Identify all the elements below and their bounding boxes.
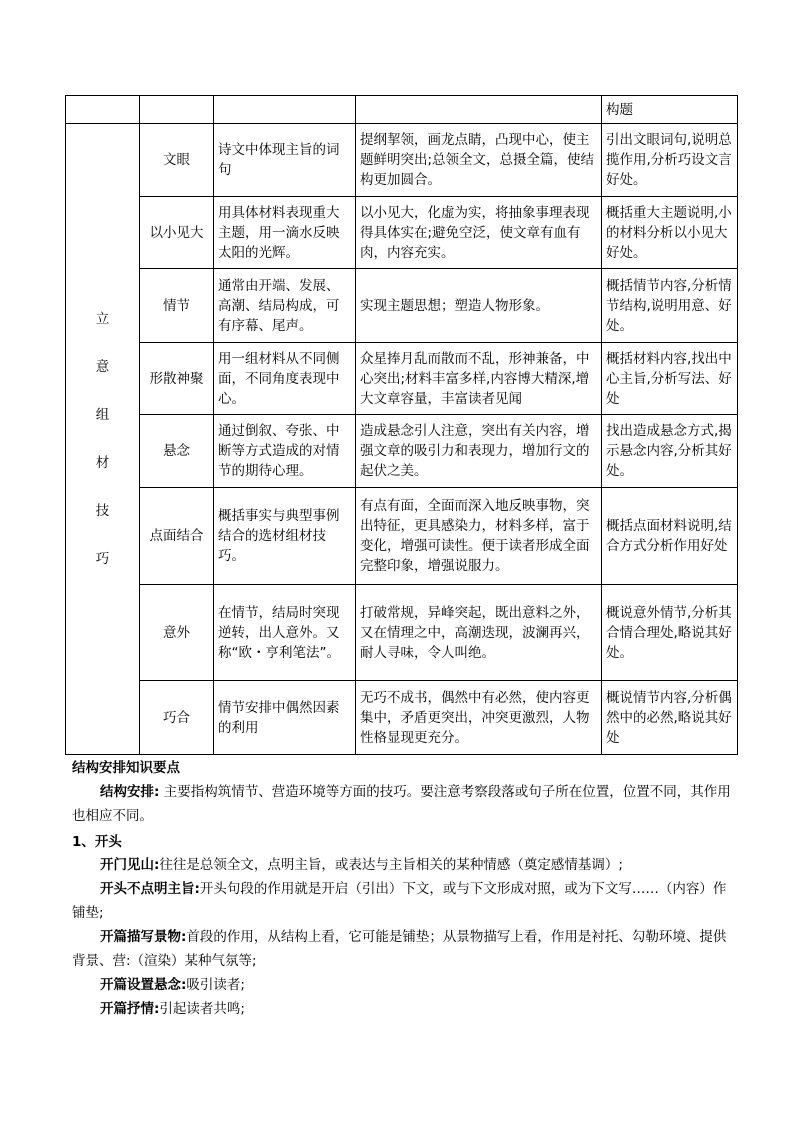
item-text: 首段的作用，从结构上看，它可能是铺垫；从景物描写上看，作用是衬托、勾勒环境、提供背景、营:（渲染）某种气氛等; bbox=[72, 929, 727, 969]
technique-name: 形散神聚 bbox=[140, 343, 214, 415]
technique-name: 巧合 bbox=[140, 681, 214, 755]
technique-effect: 实现主题思想；塑造人物形象。 bbox=[356, 269, 602, 343]
list-item bbox=[72, 853, 732, 877]
section-title: 结构安排知识要点 bbox=[72, 760, 180, 776]
technique-method: 概说意外情节,分析其合情合理处,略说其好处。 bbox=[602, 585, 738, 681]
list-item bbox=[72, 973, 732, 997]
table-row bbox=[66, 343, 738, 415]
technique-name: 情节 bbox=[140, 269, 214, 343]
technique-name: 点面结合 bbox=[140, 488, 214, 585]
technique-effect: 提纲挈领，画龙点睛，凸现中心，使主题鲜明突出;总领全文，总摄全篇，使结构更加圆合。 bbox=[356, 124, 602, 197]
item-label: 开篇抒情: bbox=[100, 1001, 160, 1017]
technique-method: 概括材料内容,找出中心主旨,分析写法、好处 bbox=[602, 343, 738, 415]
table-row bbox=[66, 197, 738, 269]
list-item bbox=[72, 877, 732, 925]
technique-name: 意外 bbox=[140, 585, 214, 681]
item-label: 开门见山: bbox=[100, 857, 160, 873]
technique-definition: 情节安排中偶然因素的利用 bbox=[214, 681, 356, 755]
technique-method: 概括情节内容,分析情节结构,说明用意、好处。 bbox=[602, 269, 738, 343]
sub-heading: 1、开头 bbox=[72, 834, 122, 850]
table-header-row bbox=[66, 96, 738, 124]
technique-method: 概说情节内容,分析偶然中的必然,略说其好处 bbox=[602, 681, 738, 755]
technique-method: 引出文眼词句,说明总揽作用,分析巧设文言好处。 bbox=[602, 124, 738, 197]
technique-definition: 用具体材料表现重大主题，用一滴水反映太阳的光辉。 bbox=[214, 197, 356, 269]
group-label-char: 巧 bbox=[95, 551, 110, 567]
technique-name: 以小见大 bbox=[140, 197, 214, 269]
technique-definition: 用一组材料从不同侧面，不同角度表现中心。 bbox=[214, 343, 356, 415]
intro-paragraph bbox=[72, 780, 732, 828]
rhetoric-techniques-table bbox=[65, 95, 738, 755]
table-row bbox=[66, 681, 738, 755]
item-text: 往往是总领全文，点明主旨，或表达与主旨相关的某种情感（奠定感情基调）; bbox=[159, 857, 623, 873]
group-label-char: 材 bbox=[95, 455, 110, 471]
technique-definition: 通常由开端、发展、高潮、结局构成，可有序幕、尾声。 bbox=[214, 269, 356, 343]
group-label-char: 组 bbox=[95, 407, 110, 423]
item-text: 吸引读者; bbox=[186, 977, 245, 993]
technique-effect: 造成悬念引人注意，突出有关内容，增强文章的吸引力和表现力，增加行文的起伏之美。 bbox=[356, 415, 602, 488]
group-label-cell bbox=[66, 124, 140, 755]
technique-effect: 有点有面，全面而深入地反映事物，突出特征，更具感染力，材料多样，富于变化，增强可读性。便于读者形成全面完整印象，增强说服力。 bbox=[356, 488, 602, 585]
table-row bbox=[66, 415, 738, 488]
technique-name: 悬念 bbox=[140, 415, 214, 488]
intro-label: 结构安排: bbox=[100, 784, 160, 800]
technique-method: 概括点面材料说明,结合方式分析作用好处 bbox=[602, 488, 738, 585]
group-label-char: 技 bbox=[95, 503, 110, 519]
technique-effect: 众星捧月乱而散而不乱，形神兼备，中心突出;材料丰富多样,内容博大精深,增大文章容量，丰富读者见闻 bbox=[356, 343, 602, 415]
technique-definition: 通过倒叙、夸张、中断等方式造成的对情节的期待心理。 bbox=[214, 415, 356, 488]
item-label: 开篇描写景物: bbox=[100, 929, 187, 945]
header-cell-topic: 构题 bbox=[602, 96, 738, 124]
group-label-char: 意 bbox=[95, 359, 110, 375]
table-row bbox=[66, 585, 738, 681]
item-label: 开篇设置悬念: bbox=[100, 977, 187, 993]
technique-effect: 打破常规，异峰突起，既出意料之外，又在情理之中，高潮迭现，波澜再兴，耐人寻味，令人叫绝。 bbox=[356, 585, 602, 681]
table-row bbox=[66, 269, 738, 343]
list-item bbox=[72, 997, 732, 1021]
group-label-char: 立 bbox=[95, 311, 110, 327]
technique-name: 文眼 bbox=[140, 124, 214, 197]
table-row bbox=[66, 488, 738, 585]
technique-definition: 诗文中体现主旨的词句 bbox=[214, 124, 356, 197]
item-label: 开头不点明主旨: bbox=[100, 881, 200, 897]
item-text: 开头句段的作用就是开启（引出）下文，或与下文形成对照，或为下文写……（内容）作铺垫; bbox=[72, 881, 727, 921]
intro-text: 主要指构筑情节、营造环境等方面的技巧。要注意考察段落或句子所在位置，位置不同，其作用也相应不同。 bbox=[72, 784, 731, 824]
technique-effect: 以小见大，化虚为实，将抽象事理表现得具体实在;避免空泛，使文章有血有肉，内容充实。 bbox=[356, 197, 602, 269]
item-text: 引起读者共鸣; bbox=[159, 1001, 245, 1017]
table-row bbox=[66, 124, 738, 197]
technique-definition: 在情节，结局时突现逆转，出人意外。又称“欧・亨利笔法”。 bbox=[214, 585, 356, 681]
technique-definition: 概括事实与典型事例结合的选材组材技巧。 bbox=[214, 488, 356, 585]
technique-method: 概括重大主题说明,小的材料分析以小见大好处。 bbox=[602, 197, 738, 269]
technique-effect: 无巧不成书，偶然中有必然，使内容更集中，矛盾更突出，冲突更激烈，人物性格显现更充分。 bbox=[356, 681, 602, 755]
technique-method: 找出造成悬念方式,揭示悬念内容,分析其好处。 bbox=[602, 415, 738, 488]
list-item bbox=[72, 925, 732, 973]
